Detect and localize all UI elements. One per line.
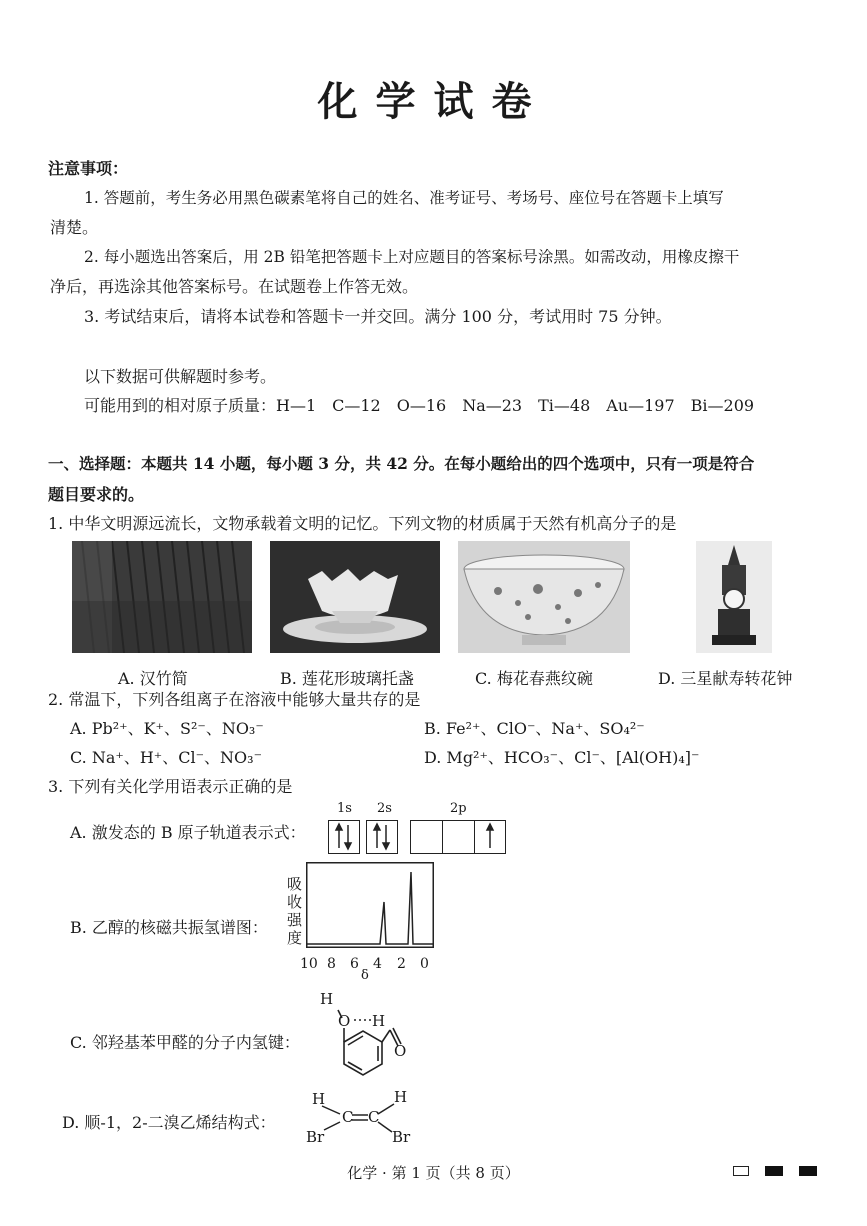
q1-option-a: A. 汉竹简 bbox=[118, 669, 188, 688]
orbital-label-2s: 2s bbox=[377, 801, 392, 816]
atomic-masses: 可能用到的相对原子质量：H—1 C—12 O—16 Na—23 Ti—48 Au—197 Bi—209 bbox=[84, 396, 755, 415]
page-footer: 化学 · 第 1 页（共 8 页） bbox=[347, 1164, 520, 1182]
nmr-xtick-4: 4 bbox=[373, 956, 382, 972]
q3-stem: 3. 下列有关化学用语表示正确的是 bbox=[48, 777, 293, 796]
nmr-xtick-10: 10 bbox=[300, 956, 318, 972]
footer-mark-hollow bbox=[733, 1166, 749, 1176]
nmr-spectrum-chart bbox=[306, 862, 434, 948]
plum-blossom-bowl-image bbox=[458, 541, 630, 653]
nmr-xtick-6: 6 bbox=[350, 956, 359, 972]
orbital-box-2p bbox=[410, 820, 506, 854]
notice-item-3: 3. 考试结束后，请将本试卷和答题卡一并交回。满分 100 分，考试用时 75 分钟。 bbox=[84, 307, 672, 326]
nmr-xlabel: δ bbox=[361, 968, 369, 983]
reference-intro: 以下数据可供解题时参考。 bbox=[84, 367, 277, 386]
notice-item-1: 1. 答题前，考生务必用黑色碳素笔将自己的姓名、准考证号、考场号、座位号在答题卡上填写 bbox=[84, 189, 724, 207]
section-heading: 一、选择题：本题共 14 小题，每小题 3 分，共 42 分。在每小题给出的四个选项中，只有一项是符合 bbox=[48, 454, 755, 473]
notice-item-2-cont: 净后，再选涂其他答案标号。在试题卷上作答无效。 bbox=[50, 277, 419, 296]
nmr-xtick-2: 2 bbox=[397, 956, 406, 972]
page-title: 化学试卷 bbox=[317, 78, 550, 125]
q1-option-d: D. 三星献寿转花钟 bbox=[658, 669, 793, 688]
q3-option-d: D. 顺-1，2-二溴乙烯结构式： bbox=[62, 1113, 276, 1132]
footer-mark-filled-1 bbox=[765, 1166, 783, 1176]
nmr-xtick-8: 8 bbox=[327, 956, 336, 972]
orbital-label-1s: 1s bbox=[337, 801, 352, 816]
nmr-ylabel: 吸 收 强 度 bbox=[287, 875, 303, 947]
q2-stem: 2. 常温下，下列各组离子在溶液中能够大量共存的是 bbox=[48, 690, 421, 709]
q3-option-c: C. 邻羟基苯甲醛的分子内氢键： bbox=[70, 1033, 300, 1052]
section-heading-cont: 题目要求的。 bbox=[48, 485, 145, 504]
q3-option-a: A. 激发态的 B 原子轨道表示式： bbox=[70, 823, 306, 842]
q2-option-a: A. Pb²⁺、K⁺、S²⁻、NO₃⁻ bbox=[70, 719, 264, 738]
q2-option-d: D. Mg²⁺、HCO₃⁻、Cl⁻、[Al(OH)₄]⁻ bbox=[424, 748, 700, 767]
footer-mark-filled-2 bbox=[799, 1166, 817, 1176]
bamboo-slips-image bbox=[72, 541, 252, 653]
glass-cup-image bbox=[270, 541, 440, 653]
dibromoethene-structure: H C C H Br Br bbox=[306, 1088, 411, 1146]
nmr-xtick-0: 0 bbox=[420, 956, 429, 972]
clock-image bbox=[696, 541, 772, 653]
q1-stem: 1. 中华文明源远流长，文物承载着文明的记忆。下列文物的材质属于天然有机高分子的是 bbox=[48, 514, 677, 533]
notice-item-2: 2. 每小题选出答案后，用 2B 铅笔把答题卡上对应题目的答案标号涂黑。如需改动，用橡皮擦干 bbox=[84, 248, 740, 266]
orbital-box-1s bbox=[328, 820, 360, 854]
q1-option-c: C. 梅花春燕纹碗 bbox=[475, 669, 593, 688]
notice-heading: 注意事项： bbox=[48, 159, 129, 178]
orbital-box-2s bbox=[366, 820, 398, 854]
notice-item-1-cont: 清楚。 bbox=[50, 218, 99, 237]
q2-option-c: C. Na⁺、H⁺、Cl⁻、NO₃⁻ bbox=[70, 748, 263, 767]
q2-option-b: B. Fe²⁺、ClO⁻、Na⁺、SO₄²⁻ bbox=[424, 719, 645, 738]
salicylaldehyde-structure: H O H O bbox=[318, 988, 408, 1084]
q3-option-b: B. 乙醇的核磁共振氢谱图： bbox=[70, 918, 268, 937]
orbital-label-2p: 2p bbox=[450, 801, 467, 816]
q1-option-b: B. 莲花形玻璃托盏 bbox=[280, 669, 414, 688]
